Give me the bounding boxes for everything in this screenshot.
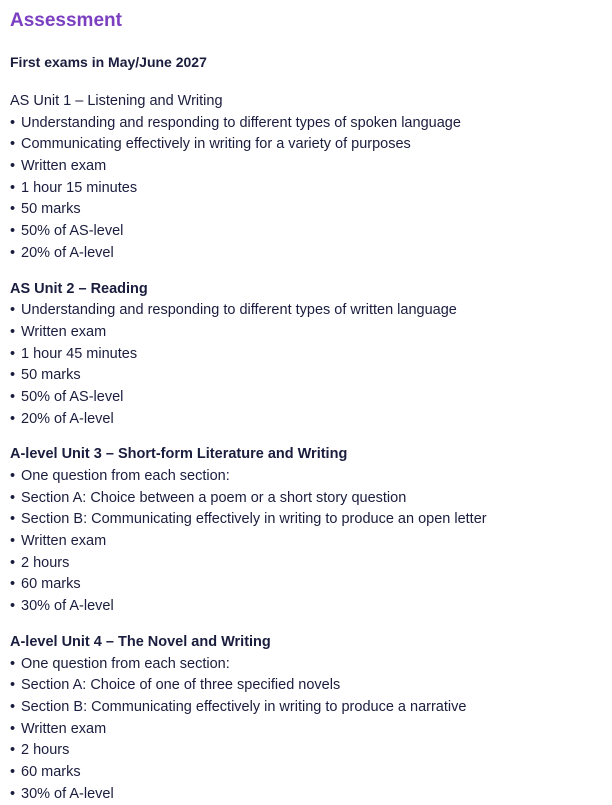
bullet-icon: • — [10, 199, 21, 221]
list-item-text: Written exam — [21, 533, 106, 549]
bullet-icon: • — [10, 553, 21, 575]
unit-bullet-list — [10, 300, 605, 430]
list-item — [10, 719, 605, 741]
unit-section — [10, 444, 605, 618]
list-item-text: Understanding and responding to different types of written language — [21, 302, 457, 318]
list-item — [10, 574, 605, 596]
unit-sections — [10, 91, 605, 805]
list-item — [10, 134, 605, 156]
list-item — [10, 221, 605, 243]
unit-bullet-list — [10, 113, 605, 265]
list-item-text: Section B: Communicating effectively in writing to produce an open letter — [21, 511, 487, 527]
list-item-text: One question from each section: — [21, 468, 230, 484]
list-item — [10, 322, 605, 344]
list-item-text: Written exam — [21, 158, 106, 174]
list-item — [10, 488, 605, 510]
unit-title: A-level Unit 3 – Short-form Literature and Writing — [10, 444, 605, 466]
bullet-icon: • — [10, 300, 21, 322]
list-item-text: Written exam — [21, 324, 106, 340]
list-item — [10, 243, 605, 265]
bullet-icon: • — [10, 574, 21, 596]
unit-bullet-list — [10, 466, 605, 618]
list-item-text: 20% of A-level — [21, 245, 114, 261]
first-exams-subheading: First exams in May/June 2027 — [10, 53, 605, 71]
list-item — [10, 113, 605, 135]
list-item — [10, 654, 605, 676]
bullet-icon: • — [10, 243, 21, 265]
bullet-icon: • — [10, 178, 21, 200]
unit-title: A-level Unit 4 – The Novel and Writing — [10, 632, 605, 654]
bullet-icon: • — [10, 531, 21, 553]
bullet-icon: • — [10, 675, 21, 697]
bullet-icon: • — [10, 409, 21, 431]
bullet-icon: • — [10, 784, 21, 805]
bullet-icon: • — [10, 134, 21, 156]
list-item — [10, 740, 605, 762]
unit-section — [10, 279, 605, 431]
bullet-icon: • — [10, 509, 21, 531]
list-item — [10, 409, 605, 431]
list-item — [10, 300, 605, 322]
list-item — [10, 784, 605, 805]
list-item — [10, 365, 605, 387]
bullet-icon: • — [10, 322, 21, 344]
list-item — [10, 156, 605, 178]
list-item — [10, 466, 605, 488]
bullet-icon: • — [10, 719, 21, 741]
list-item — [10, 178, 605, 200]
list-item-text: 60 marks — [21, 576, 81, 592]
list-item-text: 50% of AS-level — [21, 389, 123, 405]
list-item — [10, 675, 605, 697]
bullet-icon: • — [10, 697, 21, 719]
list-item-text: 1 hour 45 minutes — [21, 346, 137, 362]
unit-bullet-list — [10, 654, 605, 805]
list-item-text: 60 marks — [21, 764, 81, 780]
list-item — [10, 531, 605, 553]
list-item-text: Understanding and responding to different types of spoken language — [21, 115, 461, 131]
list-item-text: 2 hours — [21, 742, 69, 758]
bullet-icon: • — [10, 488, 21, 510]
page-title: Assessment — [10, 10, 605, 32]
bullet-icon: • — [10, 113, 21, 135]
list-item — [10, 697, 605, 719]
unit-section — [10, 91, 605, 265]
list-item — [10, 596, 605, 618]
bullet-icon: • — [10, 221, 21, 243]
bullet-icon: • — [10, 762, 21, 784]
list-item-text: Section B: Communicating effectively in writing to produce a narrative — [21, 699, 466, 715]
list-item — [10, 509, 605, 531]
bullet-icon: • — [10, 596, 21, 618]
list-item-text: Written exam — [21, 721, 106, 737]
list-item-text: 50% of AS-level — [21, 223, 123, 239]
list-item-text: Section A: Choice between a poem or a short story question — [21, 490, 406, 506]
assessment-page — [10, 0, 605, 805]
list-item-text: One question from each section: — [21, 656, 230, 672]
list-item-text: Section A: Choice of one of three specified novels — [21, 677, 340, 693]
list-item-text: 1 hour 15 minutes — [21, 180, 137, 196]
list-item-text: 30% of A-level — [21, 786, 114, 802]
bullet-icon: • — [10, 365, 21, 387]
unit-section — [10, 632, 605, 805]
list-item — [10, 553, 605, 575]
bullet-icon: • — [10, 344, 21, 366]
list-item-text: 30% of A-level — [21, 598, 114, 614]
list-item-text: 50 marks — [21, 367, 81, 383]
list-item-text: 20% of A-level — [21, 411, 114, 427]
list-item-text: Communicating effectively in writing for a variety of purposes — [21, 136, 411, 152]
list-item-text: 50 marks — [21, 201, 81, 217]
list-item — [10, 344, 605, 366]
list-item-text: 2 hours — [21, 555, 69, 571]
bullet-icon: • — [10, 740, 21, 762]
bullet-icon: • — [10, 466, 21, 488]
unit-title: AS Unit 1 – Listening and Writing — [10, 91, 605, 113]
bullet-icon: • — [10, 387, 21, 409]
list-item — [10, 762, 605, 784]
bullet-icon: • — [10, 156, 21, 178]
bullet-icon: • — [10, 654, 21, 676]
unit-title: AS Unit 2 – Reading — [10, 279, 605, 301]
list-item — [10, 199, 605, 221]
list-item — [10, 387, 605, 409]
